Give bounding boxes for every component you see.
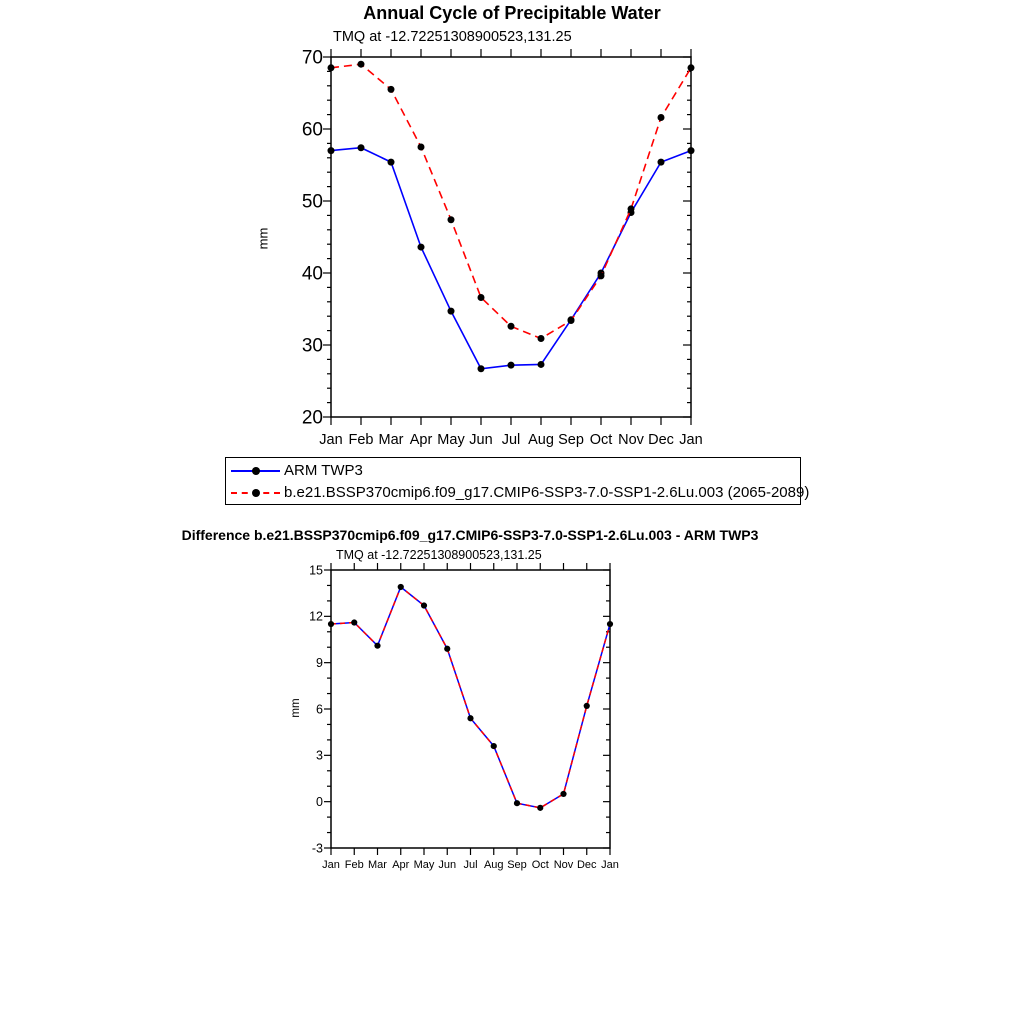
series-arm-twp3: [328, 144, 695, 372]
data-point-marker: [607, 621, 613, 627]
svg-text:May: May: [437, 432, 465, 448]
data-point-marker: [374, 643, 380, 649]
data-point-marker: [328, 147, 335, 154]
difference-chart: [309, 563, 619, 871]
data-point-marker: [584, 703, 590, 709]
svg-text:3: 3: [316, 748, 323, 763]
chart1-title: Annual Cycle of Precipitable Water: [363, 3, 661, 23]
svg-text:Apr: Apr: [392, 859, 410, 871]
y-tick-labels: [302, 48, 323, 429]
series-difference-model-arm-twp3-: [328, 584, 613, 811]
data-point-marker: [478, 294, 485, 301]
data-point-marker: [467, 715, 473, 721]
svg-text:Dec: Dec: [576, 859, 597, 871]
legend-line-sample-red-dashed: [231, 492, 280, 494]
svg-text:60: 60: [301, 119, 323, 141]
chart1-y-axis-label: mm: [255, 227, 271, 250]
svg-text:Feb: Feb: [348, 432, 374, 448]
legend-box: [225, 457, 810, 505]
data-point-marker: [628, 205, 635, 212]
svg-text:Sep: Sep: [507, 859, 527, 871]
svg-text:Apr: Apr: [409, 432, 433, 448]
svg-text:Jan: Jan: [601, 859, 619, 871]
data-point-marker: [444, 646, 450, 652]
svg-text:-3: -3: [311, 841, 323, 856]
data-point-marker: [658, 159, 665, 166]
svg-text:0: 0: [316, 795, 323, 810]
legend-item-model: [226, 483, 810, 503]
x-tick-labels: [319, 432, 702, 448]
svg-text:Aug: Aug: [528, 432, 554, 448]
svg-text:Nov: Nov: [553, 859, 574, 871]
data-point-marker: [537, 805, 543, 811]
x-tick-labels: [322, 859, 619, 871]
svg-text:40: 40: [301, 263, 323, 285]
data-point-marker: [508, 362, 515, 369]
data-point-marker: [328, 621, 334, 627]
svg-text:15: 15: [309, 563, 323, 578]
data-point-marker: [688, 147, 695, 154]
svg-text:Jan: Jan: [319, 432, 343, 448]
legend-line-sample-blue-solid: [231, 470, 280, 472]
svg-text:Jan: Jan: [322, 859, 340, 871]
data-point-marker: [358, 144, 365, 151]
svg-text:12: 12: [309, 609, 323, 624]
svg-text:Dec: Dec: [648, 432, 674, 448]
svg-text:Oct: Oct: [589, 432, 613, 448]
data-point-marker: [418, 144, 425, 151]
legend-label: ARM TWP3: [284, 462, 363, 479]
data-point-marker: [388, 159, 395, 166]
data-point-marker: [448, 216, 455, 223]
chart1-subtitle: TMQ at -12.72251308900523,131.25: [333, 29, 572, 45]
data-point-marker: [351, 619, 357, 625]
data-point-marker: [688, 64, 695, 71]
svg-text:Oct: Oct: [531, 859, 549, 871]
svg-text:20: 20: [301, 407, 323, 429]
legend-marker-dot-icon: [252, 489, 260, 497]
data-point-marker: [538, 335, 545, 342]
chart2-y-axis-label: mm: [290, 698, 302, 718]
data-point-marker: [478, 365, 485, 372]
data-point-marker: [514, 800, 520, 806]
data-point-marker: [448, 308, 455, 315]
y-tick-labels: [309, 563, 323, 855]
data-point-marker: [568, 317, 575, 324]
svg-text:9: 9: [316, 656, 323, 671]
svg-text:30: 30: [301, 335, 323, 357]
data-point-marker: [388, 86, 395, 93]
svg-text:Jun: Jun: [469, 432, 493, 448]
data-point-marker: [418, 244, 425, 251]
svg-text:70: 70: [301, 47, 323, 69]
data-point-marker: [658, 114, 665, 121]
svg-text:Nov: Nov: [618, 432, 644, 448]
legend-item-arm-twp3: [226, 461, 800, 481]
data-point-marker: [421, 602, 427, 608]
svg-text:Mar: Mar: [378, 432, 404, 448]
svg-text:Jul: Jul: [501, 432, 521, 448]
plot-frame: [331, 570, 610, 848]
data-point-marker: [538, 361, 545, 368]
svg-text:Jul: Jul: [463, 859, 478, 871]
svg-text:Mar: Mar: [368, 859, 387, 871]
top-chart: [302, 48, 703, 448]
chart2-title: Difference b.e21.BSSP370cmip6.f09_g17.CMIP6-SSP3-7.0-SSP1-2.6Lu.003 - ARM TWP3: [181, 527, 759, 543]
data-point-marker: [598, 272, 605, 279]
svg-text:50: 50: [301, 191, 323, 213]
data-point-marker: [491, 743, 497, 749]
svg-text:Jan: Jan: [679, 432, 703, 448]
data-point-marker: [398, 584, 404, 590]
svg-text:Jun: Jun: [438, 859, 457, 871]
svg-text:Sep: Sep: [558, 432, 584, 448]
svg-text:6: 6: [316, 702, 323, 717]
series-b-e21-bssp370cmip6-f09-g17-cmip6-ssp3-7-0-ssp1-2-6lu-003-2065-2089-: [328, 61, 695, 342]
data-point-marker: [560, 791, 566, 797]
svg-text:May: May: [413, 859, 435, 871]
data-point-marker: [328, 64, 335, 71]
axis-ticks: [323, 49, 691, 425]
svg-text:Aug: Aug: [483, 859, 504, 871]
data-point-marker: [508, 323, 515, 330]
legend-marker-dot-icon: [252, 467, 260, 475]
svg-text:Feb: Feb: [344, 859, 364, 871]
chart2-subtitle: TMQ at -12.72251308900523,131.25: [336, 548, 542, 562]
legend-label: b.e21.BSSP370cmip6.f09_g17.CMIP6-SSP3-7.0-SSP1-2.6Lu.003 (2065-2089): [284, 484, 810, 501]
data-point-marker: [358, 61, 365, 68]
